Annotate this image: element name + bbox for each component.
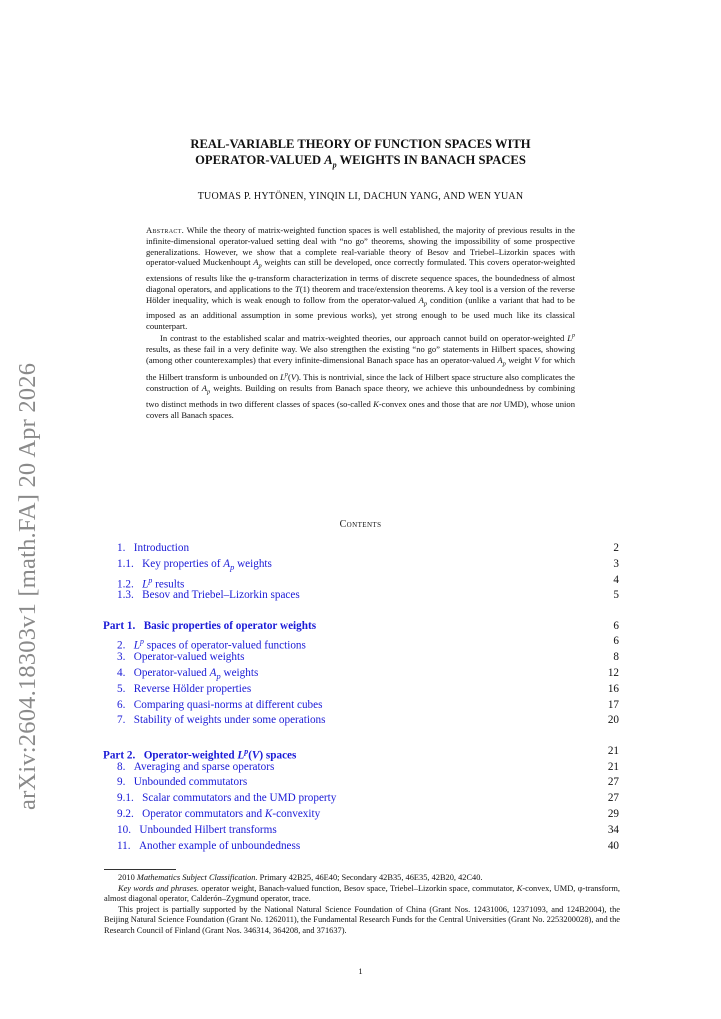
toc-part-entry[interactable] [103,744,619,760]
title-line-1: REAL-VARIABLE THEORY OF FUNCTION SPACES WITH [190,137,531,151]
toc-page-number: 21 [607,744,619,757]
toc-entry[interactable] [103,760,619,776]
toc-spacer [103,729,619,744]
toc-link[interactable]: Part 1. Basic properties of operator weights [103,619,317,632]
toc-entry[interactable] [103,557,619,573]
toc-entry[interactable] [103,807,619,823]
abstract [146,225,575,420]
footnote-rule [104,869,176,870]
toc-entry[interactable] [103,573,619,589]
toc-page-number: 40 [607,839,619,852]
title-math-p: p [332,160,337,170]
abstract-paragraph-2 [146,332,575,421]
toc-link[interactable]: 2. $L^p$ spaces of operator-valued functions [117,637,306,653]
abstract-heading: Abstract. [146,225,185,235]
toc-link[interactable]: 1. Introduction [117,542,190,554]
toc-page-number: 6 [613,635,619,648]
footnote-funding: This project is partially supported by the National Natural Science Foundation of China (Grant Nos. 12431006, 12371093, and 124B2004), the Beijing Natural Science Foundation (Grant No. 1262011), the Fundamental Research Funds for the Central Universities (Grant No. 2253200028), and the Research Council of Finland (Grant Nos. 346314, 364208, and 371637). [104,904,620,935]
toc-link[interactable]: 1.1. Key properties of $A_p$ weights [117,557,272,573]
toc-entry[interactable] [103,698,619,714]
toc-entry[interactable] [103,839,619,855]
toc-entry[interactable] [103,666,619,682]
toc-page-number: 8 [613,651,619,664]
footnotes [104,873,620,937]
title-line-2-post: WEIGHTS IN BANACH SPACES [336,153,526,167]
author-list: TUOMAS P. HYTÖNEN, YINQIN LI, DACHUN YANG, AND WEN YUAN [197,191,524,202]
footnote-msc: 2010 Mathematics Subject Classification. Primary 42B25, 46E40; Secondary 42B35, 46E35, 42B20, 42C40. [118,873,483,882]
toc-page-number: 5 [613,589,619,602]
toc-link[interactable]: 9.1. Scalar commutators and the UMD property [117,792,337,805]
toc-page-number: 34 [607,823,619,836]
abstract-paragraph-1 [146,225,575,332]
toc-page-number: 12 [607,667,619,680]
toc-page-number: 2 [613,542,619,554]
toc-link[interactable]: 5. Reverse Hölder properties [117,682,252,695]
toc-link[interactable]: 11. Another example of unboundedness [117,839,301,852]
toc-link[interactable]: 1.3. Besov and Triebel–Lizorkin spaces [117,589,300,602]
toc-link[interactable]: 4. Operator-valued $A_p$ weights [117,667,259,682]
toc-link[interactable]: 7. Stability of weights under some operations [117,714,326,727]
abstract-text-2: In contrast to the established scalar and matrix-weighted theories, our approach cannot build on operator-weighted $L^p$ results, as these fail in a very definite way. We also strengthen the existing “no go” statements in Hilbert spaces, showing (among other counterexamples) that every infinite-dimensional Banach space has an operator-valued $A_p$ weight V for which the Hilbert transform is unbounded on $L^p(V)$. This is nontrivial, since the lack of Hilbert space structure also complicates the construction of $A_p$ weights. Building on results from Banach space theory, we achieve this unboundedness by combining two distinct methods in two different classes of spaces (so-called K-convex ones and those that are not UMD), whose union covers all Banach spaces. [146,333,575,420]
contents-heading: Contents [339,519,382,530]
toc-link[interactable]: 6. Comparing quasi-norms at different cubes [117,698,323,711]
toc-page-number: 21 [607,760,619,773]
toc-link[interactable]: Part 2. Operator-weighted $L^p(V)$ spaces [103,746,297,762]
toc-entry[interactable] [103,634,619,653]
toc-page-number: 27 [607,792,619,805]
toc-page-number: 27 [607,776,619,789]
toc-entry[interactable] [103,713,619,729]
title-line-2-pre: OPERATOR-VALUED [195,153,325,167]
title-math-a: A [324,153,333,167]
title-line-2 [100,152,621,174]
toc-entry[interactable] [103,541,619,557]
toc-entry[interactable] [103,588,619,604]
toc-link[interactable]: 3. Operator-valued weights [117,651,245,664]
toc-page-number: 3 [613,557,619,570]
abstract-text-1: While the theory of matrix-weighted function spaces is well established, the majority of previous results in the infinite-dimensional operator-valued setting deal with “no go” theorems, showing the impossibility of some prospective generalizations. However, we show that a complete real-variable theory of Besov and Triebel–Lizorkin spaces with operator-valued Muckenhoupt $A_p$ weights can still be developed, once correctly formulated. This covers operator-weighted extensions of results like the φ-transform characterization in terms of discrete sequence spaces, the boundedness of almost diagonal operators, and applications to the T(1) theorem and trace/extension theorems. A key tool is a version of the reverse Hölder inequality, which is weak enough to follow from the operator-valued $A_p$ condition (unlike a variant that had to be imposed as an additional assumption in some previous works), yet strong enough to be used much like its classical counterpart. [146,225,575,331]
toc-link[interactable]: 8. Averaging and sparse operators [117,760,275,773]
toc-page-number: 20 [607,714,619,727]
footnote-keywords: Key words and phrases. operator weight, Banach-valued function, Besov space, Triebel–Lizorkin space, commutator, K-convex, UMD, φ-transform, almost diagonal operator, Calderón–Zygmund operator, trace. [104,883,621,904]
arxiv-identifier-stamp: arXiv:2604.18303v1 [math.FA] 20 Apr 2026 [14,362,41,810]
toc-spacer [103,604,619,619]
toc-entry[interactable] [103,775,619,791]
toc-entry[interactable] [103,823,619,839]
toc-page-number: 17 [607,698,619,711]
toc-entry[interactable] [103,791,619,807]
table-of-contents [103,541,619,854]
page-number: 1 [358,966,363,976]
toc-page-number: 6 [613,619,619,632]
toc-link[interactable]: 1.2. $L^p$ results [117,575,185,591]
paper-title [100,136,621,174]
toc-entry[interactable] [103,682,619,698]
toc-link[interactable]: 9. Unbounded commutators [117,776,248,789]
toc-page-number: 16 [607,682,619,695]
toc-part-entry[interactable] [103,619,619,635]
toc-entry[interactable] [103,650,619,666]
toc-link[interactable]: 9.2. Operator commutators and K-convexity [117,807,321,820]
toc-page-number: 4 [613,573,619,586]
toc-page-number: 29 [607,807,619,820]
toc-link[interactable]: 10. Unbounded Hilbert transforms [117,823,277,836]
